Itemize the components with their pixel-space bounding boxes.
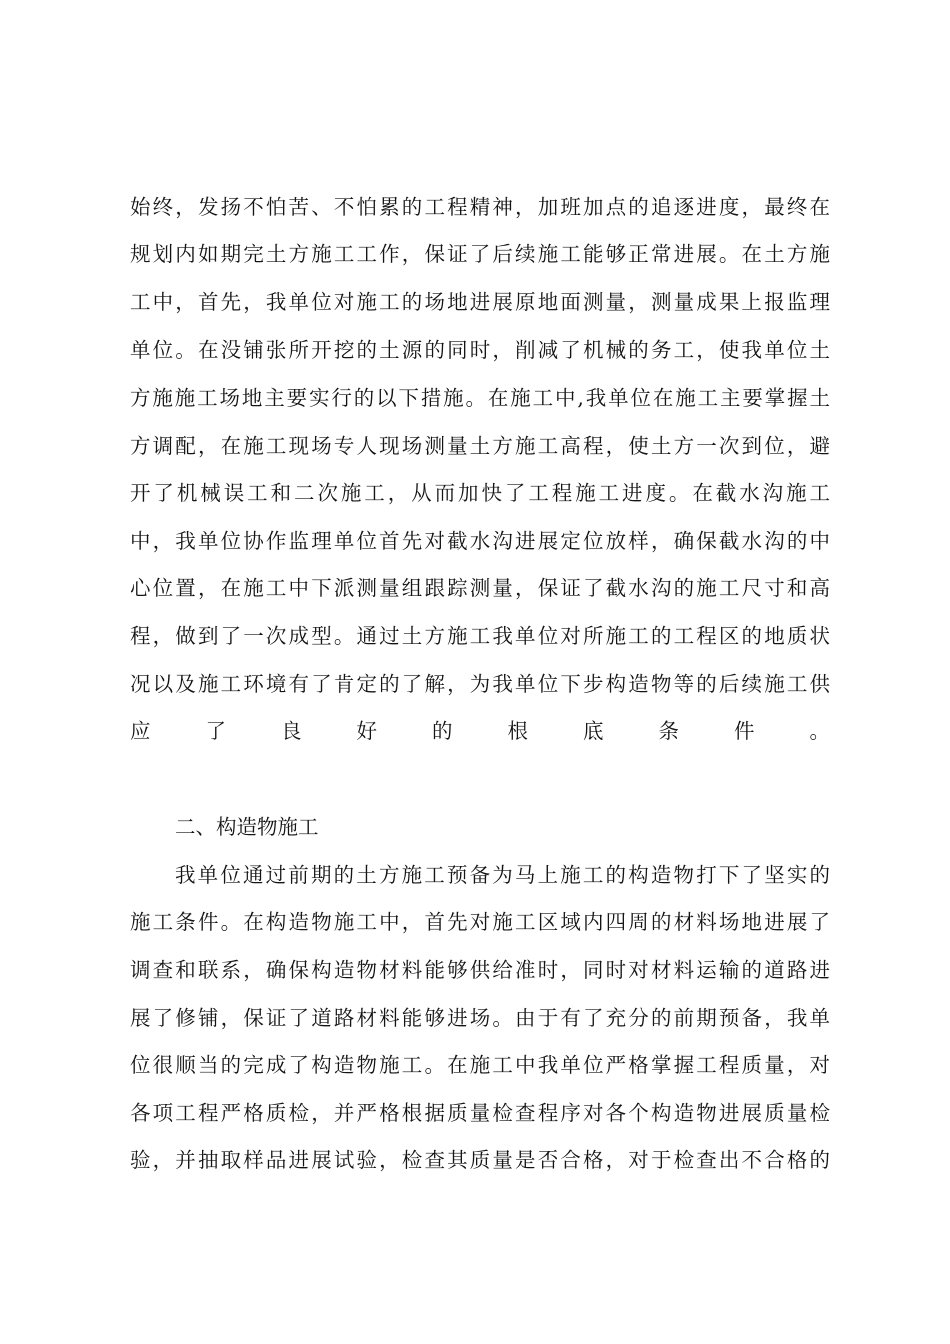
paragraph-1-line-9: 心位置，在施工中下派测量组跟踪测量，保证了截水沟的施工尺寸和高 [130, 576, 830, 600]
section-heading: 二、构造物施工 [175, 815, 319, 839]
paragraph-1-line-10: 程，做到了一次成型。通过土方施工我单位对所施工的工程区的地质状 [130, 624, 830, 648]
paragraph-1-line-2: 规划内如期完土方施工工作，保证了后续施工能够正常进展。在土方施 [130, 242, 830, 266]
paragraph-1-line-13 [130, 759, 830, 799]
paragraph-2-line-5: 位很顺当的完成了构造物施工。在施工中我单位严格掌握工程质量，对 [130, 1053, 830, 1077]
paragraph-1-line-4: 单位。在没铺张所开挖的土源的同时，削减了机械的务工，使我单位土 [130, 338, 830, 362]
paragraph-1-line-1: 始终，发扬不怕苦、不怕累的工程精神，加班加点的追逐进度，最终在 [130, 195, 830, 219]
paragraph-2-line-2: 施工条件。在构造物施工中，首先对施工区域内四周的材料场地进展了 [130, 910, 830, 934]
paragraph-2-line-3: 调查和联系，确保构造物材料能够供给准时，同时对材料运输的道路进 [130, 958, 830, 982]
paragraph-1-line-12: 应了良好的根底条件。 [130, 719, 830, 743]
paragraph-2-line-7: 验，并抽取样品进展试验，检查其质量是否合格，对于检查出不合格的 [130, 1148, 830, 1172]
paragraph-1-line-5: 方施施工场地主要实行的以下措施。在施工中,我单位在施工主要掌握土 [130, 386, 830, 410]
paragraph-1-line-7: 开了机械误工和二次施工，从而加快了工程施工进度。在截水沟施工 [130, 481, 830, 505]
paragraph-1-line-11: 况以及施工环境有了肯定的了解，为我单位下步构造物等的后续施工供 [130, 672, 830, 696]
paragraph-1-line-6: 方调配，在施工现场专人现场测量土方施工高程，使土方一次到位，避 [130, 434, 830, 458]
paragraph-2-line-1: 我单位通过前期的土方施工预备为马上施工的构造物打下了坚实的 [175, 863, 830, 887]
paragraph-1-line-8: 中，我单位协作监理单位首先对截水沟进展定位放样，确保截水沟的中 [130, 529, 830, 553]
paragraph-2-line-4: 展了修铺，保证了道路材料能够进场。由于有了充分的前期预备，我单 [130, 1006, 830, 1030]
paragraph-2-line-6: 各项工程严格质检，并严格根据质量检查程序对各个构造物进展质量检 [130, 1101, 830, 1125]
paragraph-1-line-3: 工中，首先，我单位对施工的场地进展原地面测量，测量成果上报监理 [130, 290, 830, 314]
